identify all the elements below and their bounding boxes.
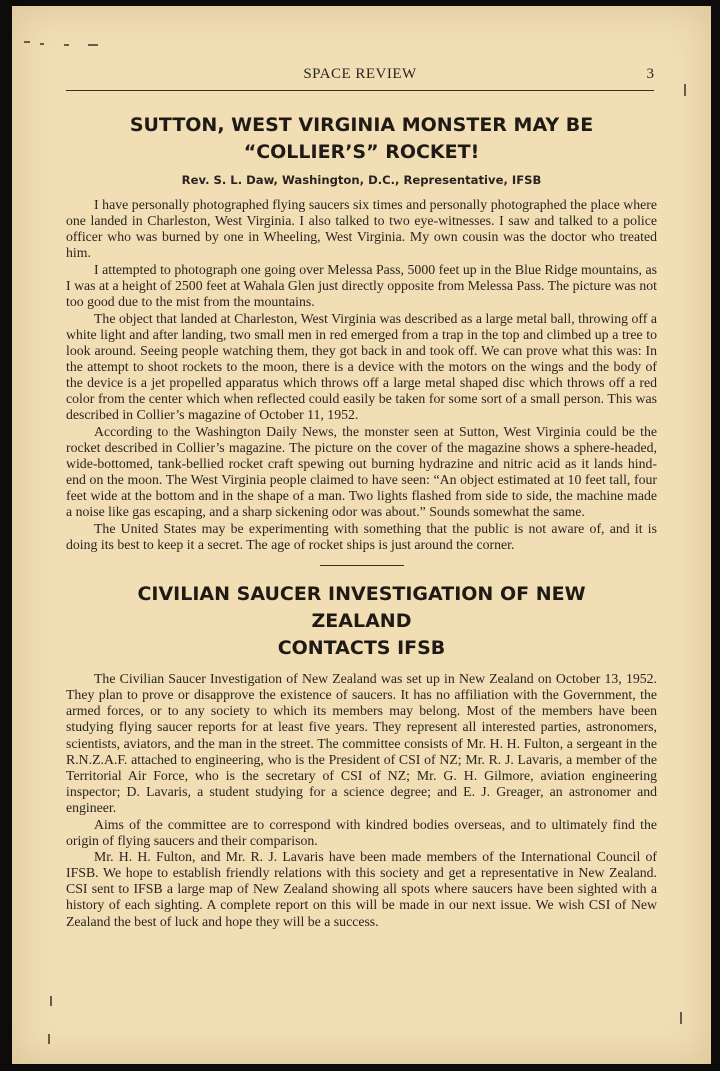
article-byline: Rev. S. L. Daw, Washington, D.C., Representative, IFSB <box>181 173 542 187</box>
article-paragraph: The object that landed at Charleston, West Virginia was described as a large metal ball, throwing off a white light and after landing, two small men in red emerged from a trap in the top and climbed up a tree to look around. Seeing people watching them, they got back in and took off. We can prove what this was: In the attempt to shoot rockets to the moon, there is a device with the motors on the wings and the body of the device is a jet propelled apparatus which throws off a large metal shaped disc which throws off a red color from the center which when reflected could easily be taken for some sort of a small person. This was described in Collier’s magazine of October 11, 1952. <box>66 310 657 423</box>
article-paragraph: Aims of the committee are to correspond with kindred bodies overseas, and to ultimately find the origin of flying saucers and their comparison. <box>66 816 657 848</box>
speck-mark <box>48 1034 50 1044</box>
article-headline <box>86 581 637 662</box>
headline-line-1: CIVILIAN SAUCER INVESTIGATION OF NEW ZEALAND <box>137 583 586 633</box>
headline-line-1: SUTTON, WEST VIRGINIA MONSTER MAY BE <box>129 114 594 136</box>
page-body <box>66 104 657 930</box>
article-csi-new-zealand <box>66 581 657 930</box>
article-paragraph: I attempted to photograph one going over Melessa Pass, 5000 feet up in the Blue Ridge mountains, as I was at a height of 2500 feet at Wahala Glen just directly opposite from Melessa Pass. The picture was not too good due to the mist from the mountains. <box>66 261 657 310</box>
article-sutton-monster <box>66 112 657 553</box>
headline-line-2: “COLLIER’S” ROCKET! <box>243 141 480 163</box>
speck-mark <box>684 84 686 96</box>
section-divider <box>320 565 404 566</box>
speck-mark <box>24 41 30 43</box>
article-paragraph: The United States may be experimenting with something that the public is not aware of, and it is doing its best to keep it a secret. The age of rocket ships is just around the corner. <box>66 520 657 553</box>
article-paragraph: According to the Washington Daily News, the monster seen at Sutton, West Virginia could be the rocket described in Collier’s magazine. The picture on the cover of the magazine shows a sphere-headed, wide-bottomed, tank-bellied rocket craft spewing out burning hydrazine and nitric acid as it lands hind-end on the moon. The West Virginia people claimed to have seen: “An object estimated at 10 feet tall, four feet wide at the bottom and in the shape of a man. Two lights flashed from side to side, the machine made a noise like gas escaping, and a sharp sickening odor was about.” Sounds somewhat the same. <box>66 423 657 520</box>
article-paragraph: The Civilian Saucer Investigation of New Zealand was set up in New Zealand on October 13, 1952. They plan to prove or disapprove the existence of saucers. It has no affiliation with the Government, the armed forces, or to any society to which its members may belong. Most of the members have been studying flying saucer reports for at least five years. They represent all interested parties, astronomers, scientists, aviators, and the man in the street. The committee consists of Mr. H. H. Fulton, a sergeant in the R.N.Z.A.F. attached to engineering, who is the President of CSI of NZ; Mr. R. J. Lavaris, a member of the Territorial Air Force, who is the secretary of CSI of NZ; Mr. G. H. Gilmore, aviation engineering inspector; D. Lavaris, a student studying for a science degree; and E. J. Greager, an astronomer and engineer. <box>66 671 657 815</box>
article-paragraph: Mr. H. H. Fulton, and Mr. R. J. Lavaris have been made members of the International Council of IFSB. We hope to establish friendly relations with this society and get a representative in New Zealand. CSI sent to IFSB a large map of New Zealand showing all spots where saucers have been sighted with a history of each sighting. A complete report on this will be made in our next issue. We wish CSI of New Zealand the best of luck and hope they will be a success. <box>66 849 657 929</box>
speck-mark <box>40 43 44 45</box>
speck-mark <box>64 44 69 46</box>
speck-mark <box>88 44 98 46</box>
headline-line-2: CONTACTS IFSB <box>277 637 446 660</box>
article-headline <box>86 112 637 166</box>
page-number: 3 <box>646 66 654 82</box>
speck-mark <box>680 1012 682 1024</box>
speck-mark <box>50 996 52 1006</box>
running-title: SPACE REVIEW <box>303 66 417 82</box>
running-header <box>66 66 654 91</box>
newsletter-page <box>12 6 711 1064</box>
article-paragraph: I have personally photographed flying saucers six times and personally photographed the place where one landed in Charleston, West Virginia. I also talked to two eye-witnesses. I saw and talked to a police officer who was burned by one in Wheeling, West Virginia. My own cousin was the doctor who treated him. <box>66 197 657 261</box>
